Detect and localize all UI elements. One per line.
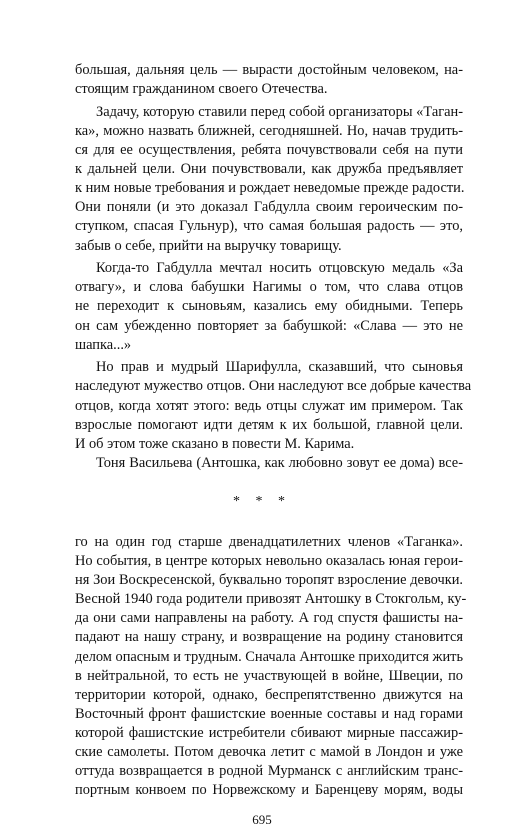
text-line: территории которой, однако, беспрепятственно движутся на: [75, 686, 463, 703]
text-line: Но прав и мудрый Шарифулла, сказавший, что сыновья: [96, 359, 463, 376]
text-line: отцов, когда хотят этого: ведь отцы служат им примером. Так: [75, 397, 463, 414]
text-line: оттуда возвращается в родной Мурманск с английским транс-: [75, 763, 463, 780]
text-line: падают на нашу страну, и возвращение на родину становится: [75, 629, 463, 646]
text-line: делом опасным и трудным. Сначала Антошке приходится жить: [75, 648, 464, 665]
text-line: большая, дальняя цель — вырасти достойным человеком, на-: [75, 62, 463, 78]
text-line: Задачу, которую ставили перед собой организаторы «Таган-: [96, 103, 463, 120]
text-line: не переходит к сыновьям, казались ему обидными. Теперь: [75, 298, 463, 315]
text-line: забыв о себе, прийти на выручку товарищу.: [75, 237, 342, 254]
text-line: взрослые помогают идти детям к их большой, главной цели.: [75, 416, 463, 433]
text-line: портным конвоем по Норвежскому и Баренцеву морям, воды: [75, 782, 463, 799]
text-line: шапка...»: [75, 336, 132, 353]
text-line: ся для ее осуществления, ребята почувствовали себя на пути: [75, 142, 463, 158]
text-line: он сам убежденно повторяет за бабушкой: «Слава — это не: [75, 317, 463, 334]
page-number: 695: [252, 812, 272, 828]
text-line: ня Зои Воскресенской, буквально торопят взросление девочки.: [75, 572, 463, 589]
text-line: стоящим гражданином своего Отечества.: [75, 81, 328, 98]
text-line: да они сами направлены на работу. А год спустя фашисты на-: [75, 610, 463, 627]
text-line: Восточный фронт фашистские военные составы и над горами: [75, 705, 463, 722]
text-line: ские самолеты. Потом девочка летит с мамой в Лондон и уже: [75, 744, 463, 760]
text-line: наследуют мужество отцов. Они наследуют все добрые качества: [75, 378, 472, 395]
text-line: которой фашистские истребители сбивают мирные пассажир-: [75, 724, 463, 741]
section-separator: * * *: [233, 493, 291, 509]
text-line: отвагу», и слова бабушки Нагимы о том, что слава отцов: [75, 279, 463, 296]
text-line: Они поняли (и это доказал Габдулла своим героическим по-: [75, 199, 463, 216]
text-line: к ним новые требования и рождает неведомые прежде радости.: [75, 180, 465, 197]
text-line: Но события, в центре которых невольно оказалась юная герои-: [75, 553, 463, 569]
text-line: го на один год старше двенадцатилетних членов «Таганка».: [75, 533, 463, 550]
text-line: И об этом тоже сказано в повести М. Карима.: [75, 435, 355, 452]
text-line: в нейтральной, то есть не участвующей в войне, Швеции, по: [75, 667, 463, 684]
text-line: Когда-то Габдулла мечтал носить отцовскую медаль «За: [96, 260, 463, 277]
text-line: ка», можно назвать ближней, сегодняшней. Но, начав трудить-: [75, 122, 463, 139]
text-line: Весной 1940 года родители привозят Антошку в Стокгольм, ку-: [75, 591, 467, 608]
text-line: ступком, спасая Гульнур), что самая большая радость — это,: [75, 218, 463, 235]
text-line: к дальней цели. Они почувствовали, как дружба предъявляет: [75, 161, 463, 178]
text-line: Тоня Васильева (Антошка, как любовно зовут ее дома) все-: [96, 454, 463, 471]
